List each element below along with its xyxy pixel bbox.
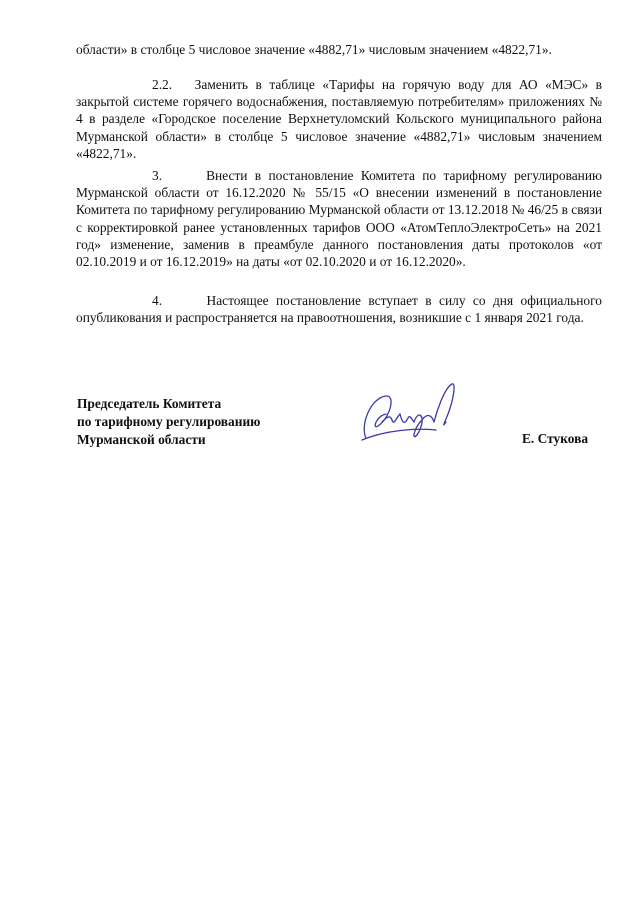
paragraph-number: 3. — [152, 168, 163, 183]
paragraph-text: Внести в постановление Комитета по тарифному регулированию Мурманской области от 16.12.2020 № 55/15 «О внесении изменений в постановление Комитета по тарифному регулированию Мурманской области от 13.12.2018 № 46/25 в связи с корректировкой ранее установленных тарифов ООО «АтомТеплоЭлектроСеть» на 2021 год» изменение, заменив в преамбуле данного постановления даты протоколов «от 02.10.2019 и от 16.12.2019» на даты «от 02.10.2020 и от 16.12.2020». — [76, 168, 602, 270]
handwritten-signature — [356, 378, 466, 448]
position-line: Председатель Комитета — [77, 396, 222, 411]
paragraph-number: 2.2. — [152, 77, 173, 92]
paragraph-2-2 — [76, 76, 602, 162]
paragraph-3 — [76, 167, 602, 270]
paragraph-text: Заменить в таблице «Тарифы на горячую воду для АО «МЭС» в закрытой системе горячего водоснабжения, поставляемую потребителям» приложениях № 4 в разделе «Городское поселение Верхнетуломский Кольского муниципального района Мурманской области» в столбце 5 числовое значение «4882,71» числовым значением «4822,71». — [76, 77, 603, 161]
paragraph-continuation: области» в столбце 5 числовое значение «4882,71» числовым значением «4822,71». — [76, 42, 552, 57]
paragraph-number: 4. — [152, 293, 163, 308]
position-line: Мурманской области — [77, 432, 206, 447]
signer-name: Е. Стукова — [522, 431, 589, 446]
signatory-position — [77, 395, 260, 449]
position-line: по тарифному регулированию — [77, 414, 261, 429]
paragraph-4 — [76, 292, 602, 326]
signature-strokes — [362, 384, 454, 440]
paragraph-text: Настоящее постановление вступает в силу со дня официального опубликования и распространяется на правоотношения, возникшие с 1 января 2021 года. — [76, 293, 602, 326]
